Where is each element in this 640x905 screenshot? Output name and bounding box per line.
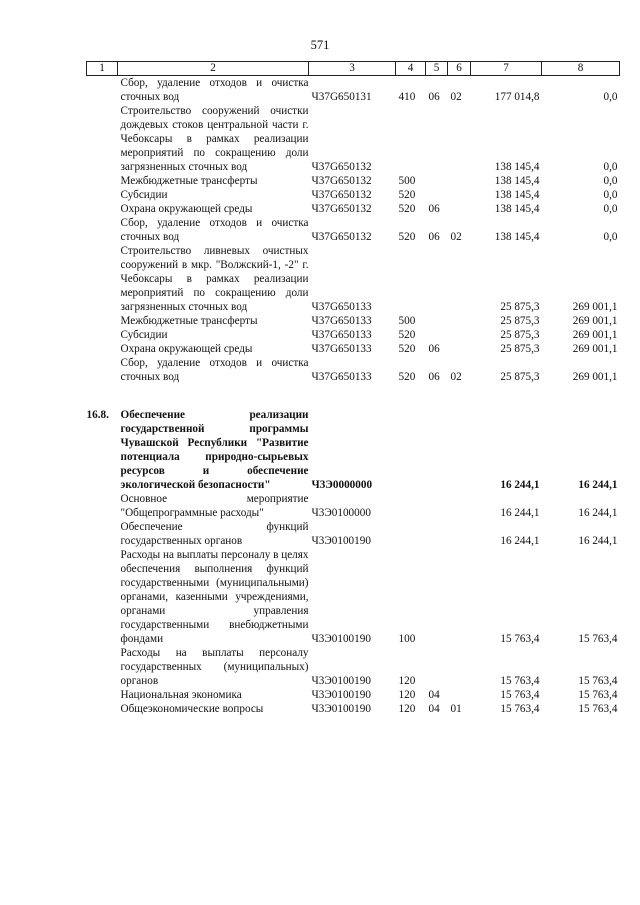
table-row	[87, 492, 620, 520]
row-col-4: 120	[398, 689, 416, 701]
row-value-8: 15 763,4	[578, 689, 618, 701]
row-col-6	[448, 188, 471, 202]
row-value-7: 25 875,3	[500, 301, 540, 313]
row-col-4	[396, 492, 426, 520]
row-name: Строительство ливневых очистных сооружений в мкр. "Волжский-1, -2" г. Чебоксары в рамках реализации мероприятий по сокращению доли загрязненных сточных вод	[120, 245, 309, 313]
row-col-6	[448, 202, 471, 216]
row-col-4	[396, 408, 426, 492]
row-name: Расходы на выплаты персоналу государственных (муниципальных) органов	[120, 647, 309, 687]
row-value-8: 269 001,1	[572, 329, 618, 341]
table-row	[87, 688, 620, 702]
row-name: Основное мероприятие "Общепрограммные расходы"	[120, 493, 309, 519]
table-header	[87, 62, 620, 76]
row-col-6: 02	[450, 231, 462, 243]
row-col-6	[448, 408, 471, 492]
row-col-5: 06	[428, 371, 440, 383]
row-code: Ч3Э0000000	[311, 479, 373, 491]
row-code: Ч3Э0100190	[311, 703, 371, 715]
row-number	[87, 202, 118, 216]
row-number	[87, 342, 118, 356]
row-code: Ч37G650131	[311, 91, 372, 103]
header-col-4: 4	[396, 62, 426, 76]
header-col-7: 7	[471, 62, 542, 76]
row-code: Ч3Э0100190	[311, 689, 371, 701]
row-name: Охрана окружающей среды	[120, 203, 253, 215]
row-number	[87, 216, 118, 244]
row-col-5: 06	[428, 231, 440, 243]
row-col-5	[426, 520, 448, 548]
row-value-7: 25 875,3	[500, 329, 540, 341]
row-col-5	[426, 646, 448, 688]
row-code: Ч37G650132	[311, 189, 372, 201]
row-name: Субсидии	[120, 189, 168, 201]
row-col-4: 500	[398, 315, 416, 327]
table-body	[87, 76, 620, 717]
table-row	[87, 244, 620, 314]
row-code: Ч37G650133	[311, 371, 372, 383]
row-col-4: 120	[398, 703, 416, 715]
row-name: Обеспечение реализации государственной программы Чувашской Республики "Развитие потенциала природно-сырьевых ресурсов и обеспечение экологической безопасности"	[120, 409, 309, 491]
header-col-8: 8	[542, 62, 620, 76]
row-value-8: 0,0	[603, 189, 618, 201]
row-code: Ч37G650133	[311, 315, 372, 327]
row-col-6	[448, 520, 471, 548]
row-value-7: 25 875,3	[500, 343, 540, 355]
row-col-5: 04	[428, 689, 440, 701]
header-row	[87, 62, 620, 76]
row-name: Строительство сооружений очистки дождевых стоков центральной части г. Чебоксары в рамках реализации мероприятий по сокращению доли загрязненных сточных вод	[120, 105, 309, 173]
row-col-6: 02	[450, 371, 462, 383]
row-value-7: 138 145,4	[494, 161, 540, 173]
row-name: Сбор, удаление отходов и очистка сточных вод	[120, 77, 309, 103]
table-row	[87, 328, 620, 342]
table-row	[87, 548, 620, 646]
row-value-7: 16 244,1	[500, 479, 540, 491]
row-value-8: 269 001,1	[572, 371, 618, 383]
row-col-5	[426, 328, 448, 342]
row-number	[87, 104, 118, 174]
row-number	[87, 174, 118, 188]
row-col-6	[448, 244, 471, 314]
row-name: Охрана окружающей среды	[120, 343, 253, 355]
row-code: Ч37G650132	[311, 203, 372, 215]
header-col-5: 5	[426, 62, 448, 76]
row-code: Ч37G650132	[311, 175, 372, 187]
row-col-4: 520	[398, 231, 416, 243]
row-col-4: 410	[398, 91, 416, 103]
row-value-8: 0,0	[603, 161, 618, 173]
row-value-7: 177 014,8	[494, 91, 540, 103]
row-col-6	[448, 328, 471, 342]
row-value-8: 15 763,4	[578, 703, 618, 715]
row-col-4: 500	[398, 175, 416, 187]
spacer-cell	[87, 384, 620, 408]
row-col-4: 520	[398, 203, 416, 215]
row-col-5	[426, 174, 448, 188]
row-col-6	[448, 688, 471, 702]
row-value-8: 0,0	[603, 231, 618, 243]
row-value-7: 16 244,1	[500, 535, 540, 547]
row-number	[87, 244, 118, 314]
row-col-5	[426, 314, 448, 328]
header-col-2: 2	[118, 62, 309, 76]
spacer-row	[87, 384, 620, 408]
row-value-8: 0,0	[603, 91, 618, 103]
row-number	[87, 520, 118, 548]
table-row	[87, 356, 620, 384]
row-name: Сбор, удаление отходов и очистка сточных вод	[120, 357, 309, 383]
row-col-6	[448, 174, 471, 188]
row-value-7: 138 145,4	[494, 189, 540, 201]
table-row	[87, 342, 620, 356]
table-row	[87, 202, 620, 216]
row-name: Общеэкономические вопросы	[120, 703, 264, 715]
row-code: Ч37G650133	[311, 343, 372, 355]
row-number	[87, 356, 118, 384]
row-value-7: 15 763,4	[500, 703, 540, 715]
row-col-5	[426, 548, 448, 646]
row-value-7: 138 145,4	[494, 231, 540, 243]
row-col-6	[448, 646, 471, 688]
row-code: Ч37G650132	[311, 161, 372, 173]
budget-table	[86, 61, 620, 716]
row-number	[87, 188, 118, 202]
row-value-7: 138 145,4	[494, 175, 540, 187]
row-col-5	[426, 244, 448, 314]
row-col-4	[396, 520, 426, 548]
table-row	[87, 520, 620, 548]
row-col-4: 100	[398, 633, 416, 645]
row-col-6: 02	[450, 91, 462, 103]
row-col-4: 520	[398, 371, 416, 383]
row-col-5	[426, 408, 448, 492]
row-value-8: 15 763,4	[578, 633, 618, 645]
row-value-8: 16 244,1	[578, 479, 618, 491]
row-col-5	[426, 188, 448, 202]
table-row	[87, 314, 620, 328]
row-value-8: 0,0	[603, 203, 618, 215]
row-col-4: 520	[398, 343, 416, 355]
table-row	[87, 646, 620, 688]
row-value-8: 16 244,1	[578, 535, 618, 547]
row-col-4	[396, 244, 426, 314]
row-name: Межбюджетные трансферты	[120, 175, 258, 187]
row-value-8: 15 763,4	[578, 675, 618, 687]
row-code: Ч3Э0100190	[311, 535, 371, 547]
row-number	[87, 76, 118, 105]
row-value-7: 25 875,3	[500, 315, 540, 327]
row-col-5: 04	[428, 703, 440, 715]
row-value-7: 16 244,1	[500, 507, 540, 519]
row-value-8: 16 244,1	[578, 507, 618, 519]
row-number	[87, 314, 118, 328]
row-col-4: 520	[398, 329, 416, 341]
row-col-6	[448, 104, 471, 174]
row-col-5: 06	[428, 91, 440, 103]
row-value-7: 15 763,4	[500, 633, 540, 645]
row-value-8: 269 001,1	[572, 343, 618, 355]
table-row	[87, 104, 620, 174]
row-value-8: 269 001,1	[572, 301, 618, 313]
row-number	[87, 328, 118, 342]
row-code: Ч37G650133	[311, 301, 372, 313]
page-number: 571	[310, 38, 330, 52]
row-code: Ч37G650132	[311, 231, 372, 243]
row-col-6	[448, 342, 471, 356]
row-name: Межбюджетные трансферты	[120, 315, 258, 327]
row-number	[87, 688, 118, 702]
row-col-5	[426, 492, 448, 520]
table-row	[87, 188, 620, 202]
row-name: Обеспечение функций государственных органов	[120, 521, 309, 547]
row-value-7: 138 145,4	[494, 203, 540, 215]
row-value-7: 15 763,4	[500, 689, 540, 701]
table-row	[87, 76, 620, 105]
row-code: Ч3Э0100000	[311, 507, 371, 519]
row-number	[87, 492, 118, 520]
row-col-6: 01	[450, 703, 462, 715]
header-col-6: 6	[448, 62, 471, 76]
row-number	[87, 702, 118, 716]
row-code: Ч3Э0100190	[311, 675, 371, 687]
header-col-3: 3	[309, 62, 396, 76]
row-col-6	[448, 548, 471, 646]
row-number	[87, 646, 118, 688]
row-col-4: 520	[398, 189, 416, 201]
header-col-1: 1	[87, 62, 118, 76]
row-number	[87, 548, 118, 646]
row-col-4	[396, 104, 426, 174]
row-col-4: 120	[398, 675, 416, 687]
row-col-6	[448, 314, 471, 328]
row-value-7: 15 763,4	[500, 675, 540, 687]
table-row	[87, 408, 620, 492]
row-name: Расходы на выплаты персоналу в целях обеспечения выполнения функций государственными (муниципальными) органами, казенными учреждениями, органами управления государственными внебюджетными фондами	[120, 549, 309, 645]
row-name: Субсидии	[120, 329, 168, 341]
row-number: 16.8.	[86, 409, 109, 421]
row-value-8: 0,0	[603, 175, 618, 187]
table-row	[87, 702, 620, 716]
row-col-5	[426, 104, 448, 174]
row-code: Ч3Э0100190	[311, 633, 371, 645]
table-row	[87, 174, 620, 188]
row-value-7: 25 875,3	[500, 371, 540, 383]
row-col-5: 06	[428, 203, 440, 215]
row-col-6	[448, 492, 471, 520]
row-name: Национальная экономика	[120, 689, 242, 701]
row-col-5: 06	[428, 343, 440, 355]
table-row	[87, 216, 620, 244]
row-name: Сбор, удаление отходов и очистка сточных вод	[120, 217, 309, 243]
row-value-8: 269 001,1	[572, 315, 618, 327]
row-code: Ч37G650133	[311, 329, 372, 341]
